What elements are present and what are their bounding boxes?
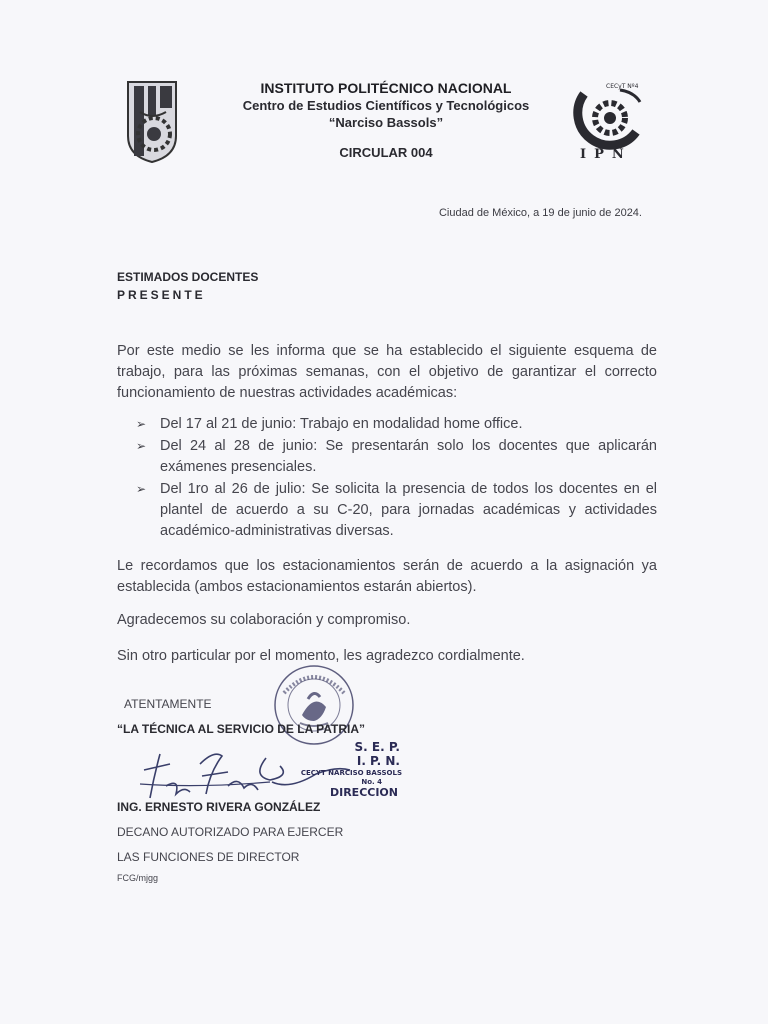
letter-date: Ciudad de México, a 19 de junio de 2024. (438, 207, 642, 219)
list-item (136, 479, 657, 542)
stamp-line: DIRECCION (329, 786, 398, 799)
stamp-line: S. E. P. (354, 740, 400, 754)
letter-header (196, 80, 576, 160)
stamp-line: CECYT NARCISO BASSOLS (300, 769, 402, 777)
school-name: “Narciso Bassols” (328, 115, 444, 130)
stamp-line: I. P. N. (356, 754, 400, 768)
regards-label: ATENTAMENTE (124, 697, 212, 711)
cecyt-gear-logo (570, 78, 648, 160)
schedule-list (136, 414, 657, 543)
addressee-present: PRESENTE (117, 288, 206, 302)
list-item (136, 414, 657, 435)
arrow-bullet-icon: ➢ (136, 417, 147, 431)
logo-bottom-text: IPN (580, 147, 632, 160)
signatory-name: ING. ERNESTO RIVERA GONZÁLEZ (117, 800, 321, 814)
logo-top-text: CECyT Nº4 (606, 83, 639, 90)
reference-initials: FCG/mjgg (117, 873, 159, 883)
list-item-text: Del 24 al 28 de junio: Se presentarán solo los docentes que aplicarán exámenes presenciales. (160, 438, 657, 475)
arrow-bullet-icon: ➢ (136, 439, 147, 453)
institution-motto: “LA TÉCNICA AL SERVICIO DE LA PATRIA” (117, 722, 366, 736)
center-name: Centro de Estudios Científicos y Tecnológicos (242, 98, 530, 113)
list-item-text: Del 1ro al 26 de julio: Se solicita la presencia de todos los docentes en el plantel de acuerdo a su C-20, para jornadas académicas y actividades académico-administrativas diversas. (160, 481, 657, 539)
circular-number: CIRCULAR 004 (339, 145, 433, 160)
signatory-role: LAS FUNCIONES DE DIRECTOR (117, 850, 300, 864)
direction-stamp (286, 740, 416, 799)
institution-name: INSTITUTO POLITÉCNICO NACIONAL (260, 80, 512, 96)
addressee-line: ESTIMADOS DOCENTES (117, 270, 259, 284)
arrow-bullet-icon: ➢ (136, 482, 147, 496)
signatory-role: DECANO AUTORIZADO PARA EJERCER (117, 825, 344, 839)
intro-paragraph: Por este medio se les informa que se ha establecido el siguiente esquema de trabajo, para las próximas semanas, con el objetivo de garantizar el correcto funcionamiento de nuestras actividades académicas: (117, 343, 657, 401)
addressee (117, 268, 258, 304)
thanks-paragraph: Agradecemos su colaboración y compromiso. (117, 612, 411, 628)
list-item (136, 436, 657, 478)
ipn-emblem-logo (120, 76, 184, 164)
closing-paragraph: Sin otro particular por el momento, les agradezco cordialmente. (117, 648, 525, 664)
list-item-text: Del 17 al 21 de junio: Trabajo en modalidad home office. (160, 416, 523, 432)
parking-paragraph: Le recordamos que los estacionamientos serán de acuerdo a la asignación ya establecida (ambos estacionamientos estarán abiertos). (117, 558, 657, 595)
stamp-line: No. 4 (361, 778, 382, 786)
